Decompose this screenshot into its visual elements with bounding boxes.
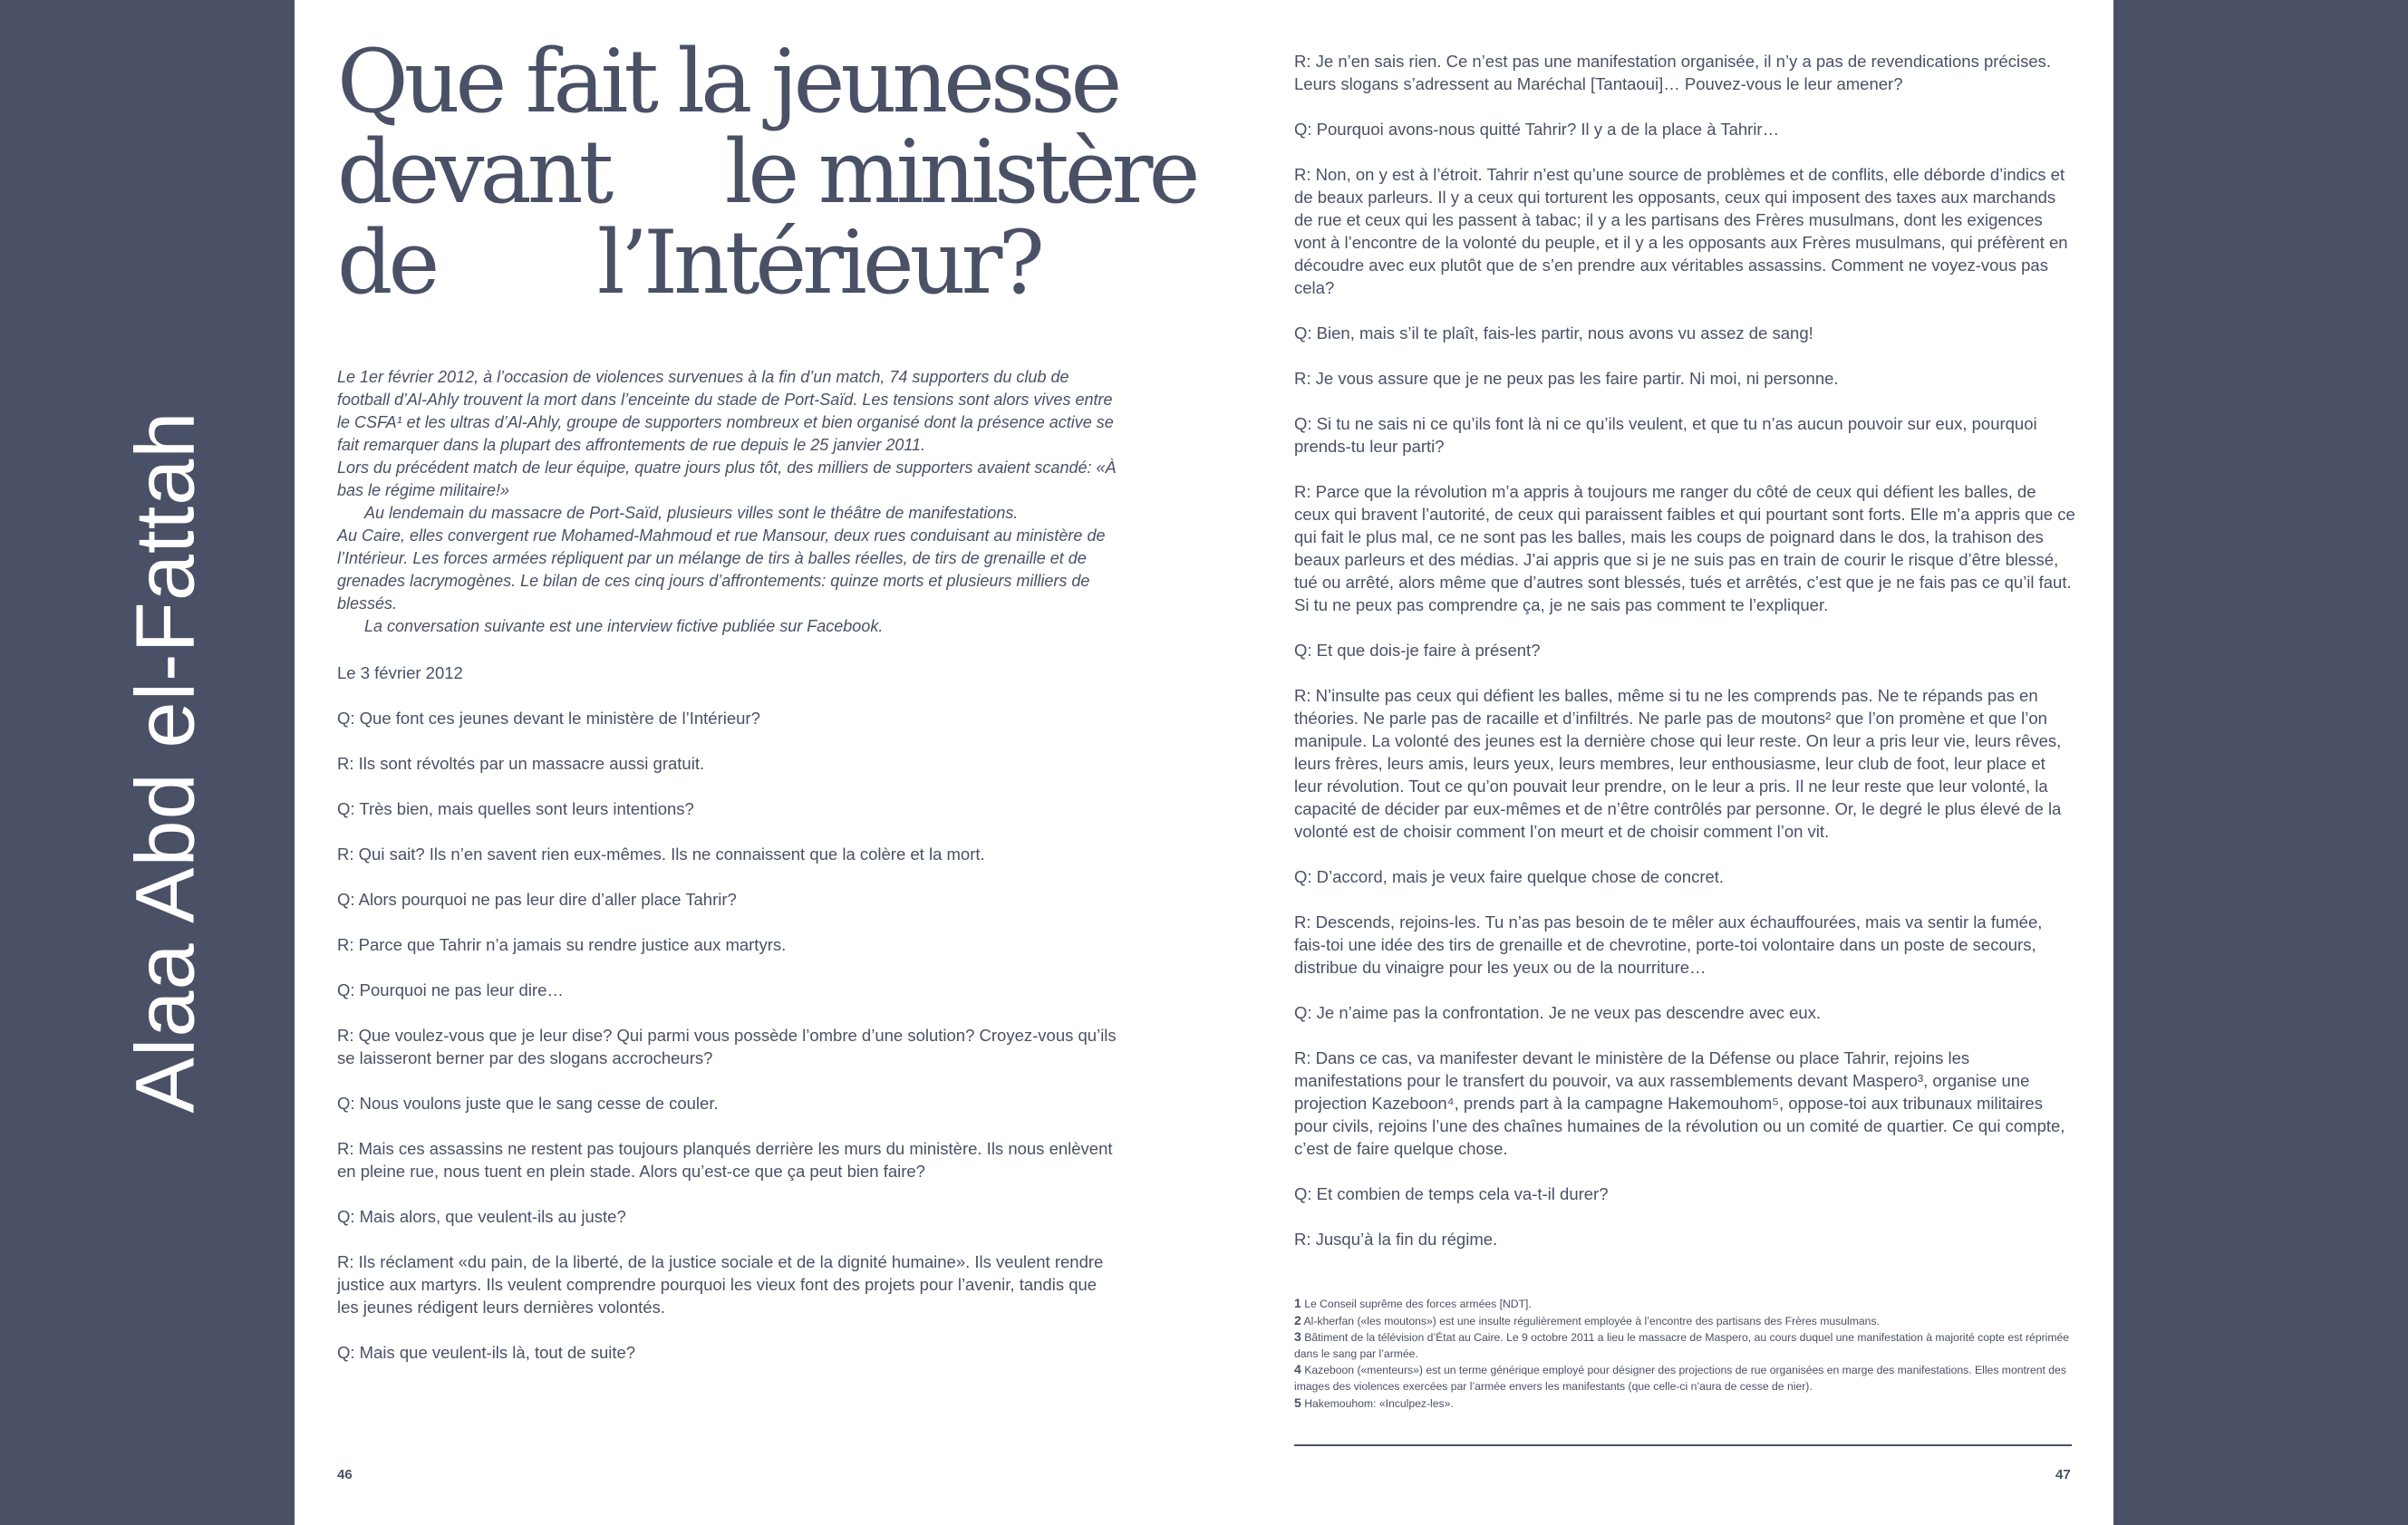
article-title [337, 31, 1196, 314]
footnote-text: Hakemouhom: «Inculpez-les». [1304, 1396, 1454, 1410]
dialog-line: Q: Et que dois-je faire à présent? [1294, 641, 1541, 660]
dialog-line: Q: D’accord, mais je veux faire quelque chose de concret. [1294, 867, 1725, 886]
dialog-line: R: Que voulez-vous que je leur dise? Qui parmi vous possède l’ombre d’une solution? Croyez-vous qu’ils se laisseront berner par des slogans accrocheurs? [337, 1026, 1117, 1067]
dialog-line: R: Non, on y est à l’étroit. Tahrir n’est qu’une source de problèmes et de conflits, elle déborde d’indics et de beaux parleurs. Il y a ceux qui torturent les opposants, ceux qui imposent des taxes aux marchands de rue et ceux qui les passent à tabac; il y a les partisans des Frères musulmans, dont les exigences vont à l’encontre de la volonté du peuple, et il y a les opposants aux Frères musulmans, qui préfèrent en découdre avec eux plutôt que de s’en prendre aux véritables assassins. Comment ne voyez-vous pas cela? [1294, 165, 2068, 297]
right-dialog [1294, 50, 2075, 1273]
footer-rule [1294, 1444, 2072, 1446]
footnote-number: 3 [1294, 1329, 1301, 1345]
dialog-line: R: Je vous assure que je ne peux pas les faire partir. Ni moi, ni personne. [1294, 369, 1839, 388]
footnote [1294, 1313, 2074, 1330]
dialog-line: R: Parce que Tahrir n’a jamais su rendre justice aux martyrs. [337, 935, 787, 954]
dialog-line: R: Mais ces assassins ne restent pas toujours planqués derrière les murs du ministère. Ils nous enlèvent en pleine rue, nous tuent en plein stade. Alors qu’est-ce que ça peut bien faire? [337, 1139, 1113, 1181]
intro-paragraph: Lors du précédent match de leur équipe, quatre jours plus tôt, des milliers de supporters avaient scandé: «À bas le régime militaire!» [337, 458, 1117, 499]
page-number-right: 47 [2055, 1467, 2071, 1482]
title-line: de l’Intérieur? [337, 212, 1040, 314]
footnote-text: Le Conseil suprême des forces armées [NDT]. [1304, 1298, 1532, 1310]
footnotes [1294, 1296, 2074, 1412]
footnote-text: Al-kherfan («les moutons») est une insulte régulièrement employée à l’encontre des partisans des Frères musulmans. [1303, 1314, 1880, 1327]
intro-paragraph: Le 1er février 2012, à l’occasion de violences survenues à la fin d’un match, 74 supporters du club de football d’Al-Ahly trouvent la mort dans l’enceinte du stade de Port-Saïd. Les tensions sont alors vives entre le CSFA¹ et les ultras d’Al-Ahly, groupe de supporters nombreux et bien organisé dont la présence active se fait remarquer dans la plupart des affrontements de rue depuis le 25 janvier 2011. [337, 368, 1114, 454]
page-number-left: 46 [337, 1467, 353, 1482]
title-line: Que fait la jeunesse [337, 31, 1118, 132]
footnote-number: 1 [1294, 1296, 1301, 1310]
intro-paragraph: Au lendemain du massacre de Port-Saïd, plusieurs villes sont le théâtre de manifestations. [364, 504, 1019, 522]
footnote [1294, 1362, 2074, 1395]
left-dialog [337, 661, 1117, 1386]
footnote [1294, 1395, 2074, 1413]
intro-paragraph: La conversation suivante est une interview fictive publiée sur Facebook. [364, 617, 884, 635]
dialog-line: Q: Nous voulons juste que le sang cesse de couler. [337, 1094, 719, 1113]
dialog-line: Q: Pourquoi avons-nous quitté Tahrir? Il y a de la place à Tahrir… [1294, 120, 1780, 139]
dialog-line: Q: Que font ces jeunes devant le ministère de l’Intérieur? [337, 709, 760, 728]
dialog-line: Le 3 février 2012 [337, 663, 463, 682]
dialog-line: Q: Mais alors, que veulent-ils au juste? [337, 1207, 626, 1226]
dialog-line: Q: Si tu ne sais ni ce qu’ils font là ni ce qu’ils veulent, et que tu n’as aucun pouvoir sur eux, pourquoi prends-tu leur parti? [1294, 414, 2037, 456]
footnote-text: Bâtiment de la télévision d’État au Caire. Le 9 octobre 2011 a lieu le massacre de Maspero, au cours duquel une manifestation à majorité copte est réprimée dans le sang par l’armée. [1294, 1331, 2070, 1360]
footnote-number: 5 [1294, 1395, 1301, 1410]
dialog-line: Q: Mais que veulent-ils là, tout de suite? [337, 1343, 636, 1362]
dialog-line: Q: Très bien, mais quelles sont leurs intentions? [337, 799, 694, 818]
dialog-line: Q: Et combien de temps cela va-t-il durer? [1294, 1184, 1609, 1203]
dialog-line: Q: Alors pourquoi ne pas leur dire d’aller place Tahrir? [337, 890, 737, 909]
dialog-line: Q: Pourquoi ne pas leur dire… [337, 980, 564, 999]
dialog-line: Q: Bien, mais s’il te plaît, fais-les partir, nous avons vu assez de sang! [1294, 323, 1813, 343]
dialog-line: R: Descends, rejoins-les. Tu n’as pas besoin de te mêler aux échauffourées, mais va sentir la fumée, fais-toi une idée des tirs de grenaille et de chevrotine, porte-toi volontaire dans un poste de secours, distribue du vinaigre pour les yeux ou de la nourriture… [1294, 912, 2043, 977]
dialog-line: R: Jusqu’à la fin du régime. [1294, 1230, 1498, 1249]
footnote-text: Kazeboon («menteurs») est un terme générique employé pour désigner des projections de rue organisées en marge des manifestations. Elles montrent des images des violences exercées par l’armée envers les manifestants (que celle-ci n’aura de cesse de nier). [1294, 1364, 2066, 1393]
intro-text [337, 366, 1117, 638]
dialog-line: R: Dans ce cas, va manifester devant le ministère de la Défense ou place Tahrir, rejoins les manifestations pour le transfert du pouvoir, va aux rassemblements devant Maspero³, organise une projection Kazeboon⁴, prends part à la campagne Hakemouhom⁵, oppose-toi aux tribunaux militaires pour civils, rejoins l’une des chaînes humaines de la révolution ou un comité de quartier. Ce qui compte, c’est de faire quelque chose. [1294, 1048, 2065, 1158]
title-line: devant le ministère [337, 121, 1196, 223]
author-name: Alaa Abd el-Fattah [119, 410, 212, 1114]
intro-paragraph: Au Caire, elles convergent rue Mohamed-Mahmoud et rue Mansour, deux rues conduisant au ministère de l’Intérieur. Les forces armées répliquent par un mélange de tirs à balles réelles, de tirs de grenaille et de grenades lacrymogènes. Le bilan de ces cinq jours d’affrontements: quinze morts et plusieurs milliers de blessés. [337, 526, 1106, 613]
footnote-number: 2 [1294, 1312, 1301, 1327]
dialog-line: R: Parce que la révolution m’a appris à toujours me ranger du côté de ceux qui défient les balles, de ceux qui bravent l’autorité, de ceux qui paraissent faibles et qui pourtant sont forts. Elle m’a appris que ce qui fait le plus mal, ce ne sont pas les balles, mais les coups de poignard dans le dos, la trahison des beaux parleurs et des médias. J’ai appris que si je ne suis pas en train de courir le risque d’être blessé, tué ou arrêté, alors même que d’autres sont blessés, tués et arrêtés, c’est que je ne fais pas ce qu’il faut. Si tu ne peux pas comprendre ça, je ne sais pas comment te l’expliquer. [1294, 482, 2075, 614]
dialog-line: R: Je n’en sais rien. Ce n’est pas une manifestation organisée, il n’y a pas de revendications précises. Leurs slogans s’adressent au Maréchal [Tantaoui]… Pouvez-vous le leur amener? [1294, 52, 2052, 93]
dialog-line: Q: Je n’aime pas la confrontation. Je ne veux pas descendre avec eux. [1294, 1003, 1822, 1022]
dialog-line: R: N’insulte pas ceux qui défient les balles, même si tu ne les comprends pas. Ne te répands pas en théories. Ne parle pas de racaille et d’infiltrés. Ne parle pas de moutons² que l’on promène et que l’on manipule. La volonté des jeunes est la dernière chose qui leur reste. On leur a pris leur vie, leurs rêves, leurs frères, leurs amis, leurs yeux, leurs membres, leur enthousiasme, leur club de foot, leur place et leur révolution. Tout ce qu’on pouvait leur prendre, on le leur a pris. Il ne leur reste que leur volonté, la capacité de décider par eux-mêmes et de n’être contrôlés par personne. Or, le degré le plus élevé de la volonté est de choisir comment l’on meurt et de choisir comment l’on vit. [1294, 686, 2062, 841]
footnote [1294, 1296, 2074, 1313]
dialog-line: R: Ils sont révoltés par un massacre aussi gratuit. [337, 754, 705, 773]
footnote [1294, 1329, 2074, 1362]
footnote-number: 4 [1294, 1362, 1301, 1377]
dialog-line: R: Qui sait? Ils n’en savent rien eux-mêmes. Ils ne connaissent que la colère et la mort. [337, 845, 985, 864]
dialog-line: R: Ils réclament «du pain, de la liberté, de la justice sociale et de la dignité humaine». Ils veulent rendre justice aux martyrs. Ils veulent comprendre pourquoi les vieux font des projets pour l’avenir, tandis que les jeunes rédigent leurs dernières volontés. [337, 1252, 1104, 1317]
